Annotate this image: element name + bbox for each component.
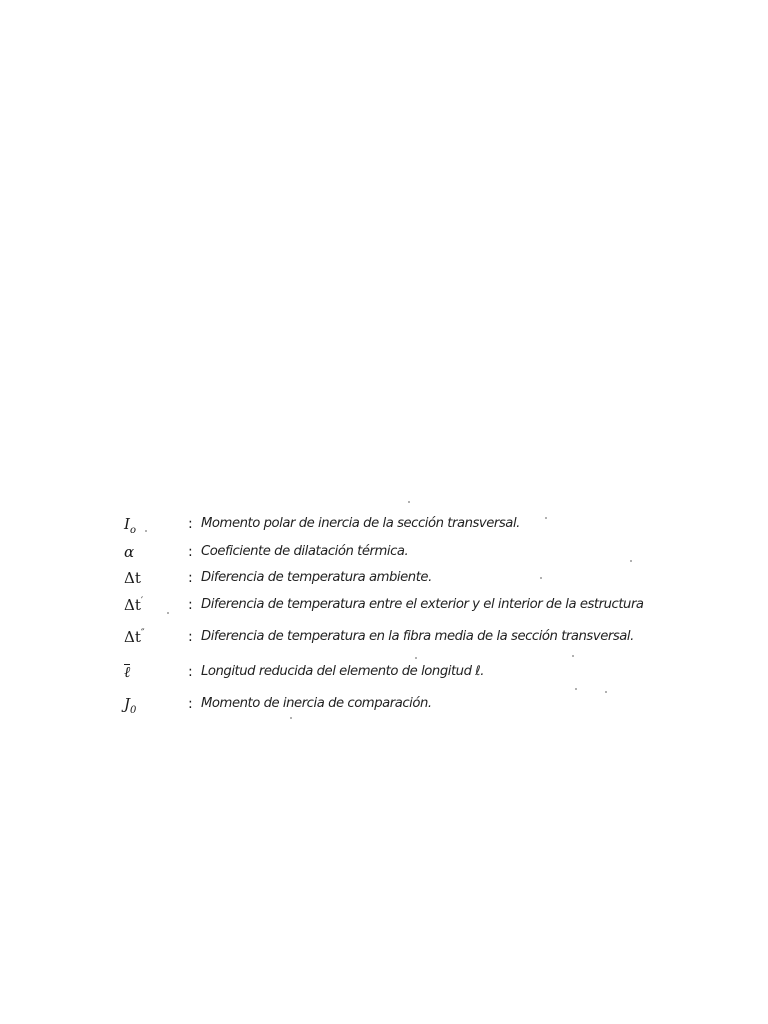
scan-speck — [415, 657, 417, 659]
notation-separator: : — [188, 570, 193, 586]
notation-description: Momento de inercia de comparación. — [201, 696, 432, 711]
notation-row — [0, 693, 768, 717]
scan-speck — [540, 577, 542, 579]
scan-speck — [605, 691, 607, 693]
notation-row — [0, 567, 768, 591]
notation-symbol: Δt′ — [124, 596, 144, 614]
notation-separator: : — [188, 597, 193, 613]
scan-speck — [290, 717, 292, 719]
notation-row — [0, 513, 768, 537]
notation-symbol: Δt″ — [124, 628, 145, 646]
notation-symbol: $J_0$ — [124, 695, 137, 716]
scan-speck — [572, 655, 574, 657]
notation-symbol: Δt — [124, 569, 141, 587]
notation-separator: : — [188, 544, 193, 560]
notation-row — [0, 541, 768, 565]
notation-row — [0, 661, 768, 685]
scan-speck — [145, 530, 147, 532]
notation-symbol: $I_o$ — [124, 515, 136, 536]
notation-description: Momento polar de inercia de la sección transversal. — [201, 516, 520, 531]
notation-separator: : — [188, 629, 193, 645]
notation-row — [0, 626, 768, 650]
scan-speck — [408, 501, 410, 503]
scan-speck — [575, 688, 577, 690]
notation-symbol: ℓ — [124, 663, 131, 681]
notation-separator: : — [188, 516, 193, 532]
notation-description: Longitud reducida del elemento de longitud ℓ. — [201, 664, 484, 679]
notation-description: Diferencia de temperatura ambiente. — [201, 570, 432, 585]
notation-separator: : — [188, 696, 193, 712]
scan-speck — [630, 560, 632, 562]
notation-row — [0, 594, 768, 618]
notation-description: Diferencia de temperatura entre el exterior y el interior de la estructura — [201, 597, 644, 612]
scan-speck — [167, 612, 169, 614]
notation-description: Coeficiente de dilatación térmica. — [201, 544, 409, 559]
notation-symbol: α — [124, 543, 135, 561]
notation-description: Diferencia de temperatura en la fibra media de la sección transversal. — [201, 629, 634, 644]
notation-separator: : — [188, 664, 193, 680]
scan-speck — [545, 517, 547, 519]
